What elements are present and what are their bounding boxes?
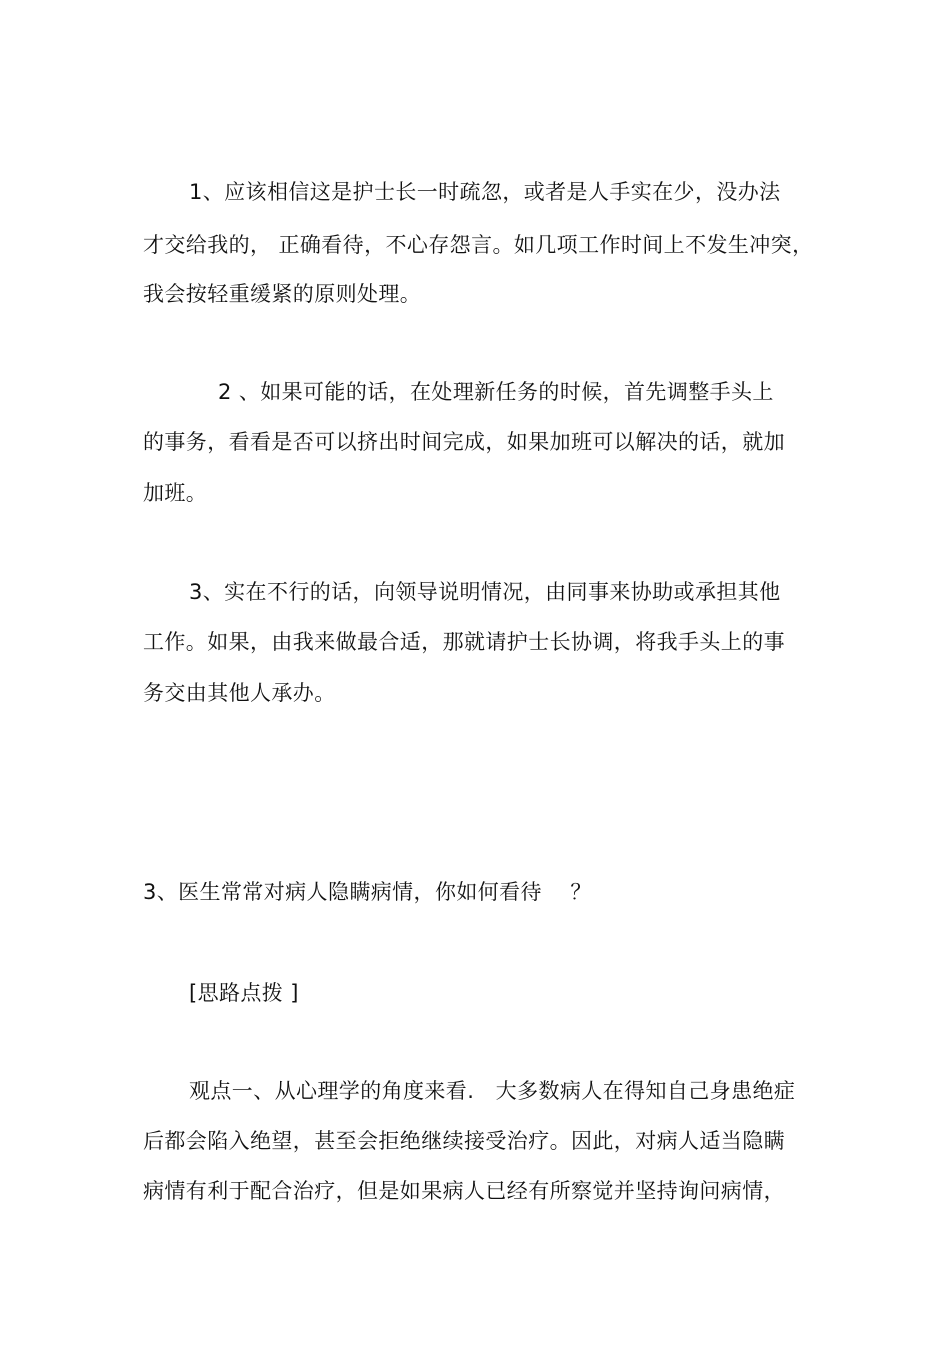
paragraph-3-line-2: 工作。如果，由我来做最合适，那就请护士长协调，将我手头上的事 xyxy=(143,630,785,654)
paragraph-3-line-3: 务交由其他人承办。 xyxy=(143,681,336,705)
paragraph-2-line-3: 加班。 xyxy=(143,481,208,505)
viewpoint-line-3: 病情有利于配合治疗，但是如果病人已经有所察觉并坚持询问病情， xyxy=(143,1179,785,1203)
paragraph-3-line-1: 3、实在不行的话，向领导说明情况，由同事来协助或承担其他 xyxy=(189,580,781,604)
hint-heading: [思路点拨 ] xyxy=(189,981,299,1005)
viewpoint-line-1: 观点一、从心理学的角度来看. 大多数病人在得知自己身患绝症 xyxy=(189,1079,796,1103)
paragraph-2-line-2: 的事务，看看是否可以挤出时间完成，如果加班可以解决的话，就加 xyxy=(143,430,785,454)
paragraph-1-line-1: 1、应该相信这是护士长一时疏忽，或者是人手实在少，没办法 xyxy=(189,180,781,204)
paragraph-1-line-3: 我会按轻重缓紧的原则处理。 xyxy=(143,282,422,306)
paragraph-2-line-1: 2 、如果可能的话，在处理新任务的时候，首先调整手头上 xyxy=(218,380,774,404)
viewpoint-line-2: 后都会陷入绝望，甚至会拒绝继续接受治疗。因此，对病人适当隐瞒 xyxy=(143,1129,785,1153)
paragraph-1-line-2: 才交给我的， 正确看待，不心存怨言。如几项工作时间上不发生冲突， xyxy=(143,233,814,257)
question-heading: 3、医生常常对病人隐瞒病情，你如何看待 ？ xyxy=(143,880,592,904)
